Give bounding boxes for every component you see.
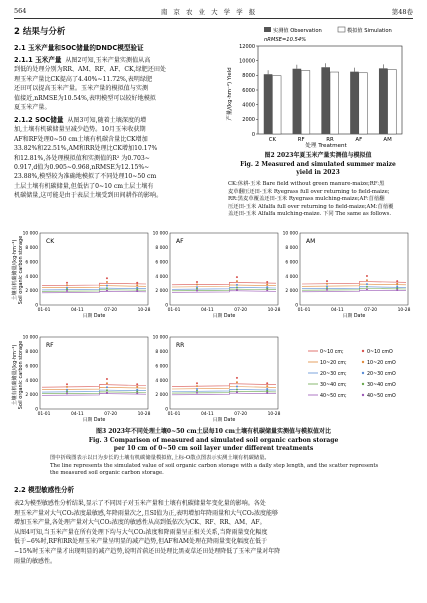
y-tick-label: 6 000: [155, 364, 168, 370]
note-line: 麦草翻压还田-玉米 Ryegrass full over returning to field-maize;: [228, 188, 390, 195]
note-line: RR:黑麦草覆盖还田-玉米 Ryegrass mulching-maize;AF:苜蓿翻: [228, 196, 385, 203]
figure-2-chart: [222, 22, 414, 150]
observed-point: [66, 391, 68, 393]
text-line: 从图3可知,随着土壤深度的增: [67, 117, 147, 124]
text-line: 从图2可知,玉米产量实测值从高: [65, 57, 151, 64]
x-tick-label: 10-28: [137, 308, 151, 313]
panel-AF: [153, 231, 281, 319]
observed-point: [196, 290, 198, 292]
legend-marker: [362, 394, 364, 396]
fig3-y-label-en: Soil organic carbon storage: [18, 235, 24, 305]
observed-point: [66, 392, 68, 394]
panel-frame: [40, 233, 148, 305]
x-axis-label: 日期 Date: [82, 418, 106, 423]
observed-point: [396, 280, 398, 282]
figure-3-notes: [50, 455, 410, 478]
legend-label-simulated: 20~30 cm;: [320, 371, 347, 377]
x-tick-label: 01-01: [297, 308, 311, 313]
observed-point: [236, 391, 238, 393]
observed-point: [266, 290, 268, 292]
text-line: 土层土壤有机碳储量,但低估了0~10 cm土层土壤有: [14, 182, 154, 190]
observed-point: [106, 386, 108, 388]
panel-RF: [23, 335, 151, 423]
panel-frame: [300, 233, 408, 305]
x-tick-label: 07-20: [104, 308, 118, 313]
observed-point: [196, 388, 198, 390]
simulated-line: [42, 288, 146, 290]
x-tick-label: 01-01: [37, 308, 51, 313]
legend-label-observed: 30~40 cmO: [367, 382, 396, 388]
x-tick-label: 07-20: [364, 308, 378, 313]
observed-point: [136, 290, 138, 292]
legend-label-observed: 0~10 cmO: [367, 349, 393, 355]
observed-point: [326, 285, 328, 287]
x-axis-label: 日期 Date: [212, 418, 236, 423]
legend-label-observation: 实测值 Observation: [273, 28, 322, 34]
panel-label: RF: [46, 342, 54, 349]
x-tick-label: 07-20: [104, 412, 118, 417]
legend-marker: [362, 361, 364, 363]
caption-cn: 图2 2023年夏玉米产量实测值与模拟值: [264, 152, 372, 159]
bar-simulation: [388, 69, 397, 134]
observed-point: [236, 386, 238, 388]
text-line: 表2为模型敏感性分析结果,显示了不同因子对玉米产量和土壤有机碳储量年变化量的影响。各处: [14, 500, 266, 507]
observed-point: [326, 283, 328, 285]
panel-frame: [170, 233, 278, 305]
bar-simulation: [272, 76, 281, 134]
x-tick-label: RF: [297, 137, 305, 143]
x-tick-label: 10-28: [397, 308, 411, 313]
x-tick-label: 04-11: [330, 308, 344, 313]
y-tick-label: 2 000: [285, 289, 298, 295]
simulated-line: [302, 287, 406, 289]
observed-point: [196, 281, 198, 283]
observed-point: [196, 385, 198, 387]
simulated-line: [172, 282, 276, 284]
journal-title: 南 京 农 业 大 学 学 报: [160, 7, 258, 16]
legend-label-simulated: 40~50 cm;: [320, 393, 347, 399]
text-line: 夏玉米产量。: [14, 104, 51, 112]
y-tick-label: 2 000: [25, 289, 38, 295]
bar-observation: [321, 67, 330, 134]
note-line: CK:休耕-玉米 Bare field without green manure-maize;RF:黑: [228, 181, 385, 187]
x-tick-label: 04-11: [200, 412, 214, 417]
x-tick-label: 07-20: [234, 412, 248, 417]
panel-CK: [23, 231, 151, 319]
observed-point: [136, 386, 138, 388]
figure-2-x-label: 处理 Treatment: [305, 143, 347, 149]
observed-point: [136, 392, 138, 394]
x-tick-label: 07-20: [234, 308, 248, 313]
y-tick-label: 4000: [242, 102, 255, 109]
note-line: 压还田-玉米 Alfalfa full over returning to field-maize;AM:苜蓿覆: [228, 203, 394, 210]
y-tick-label: 8 000: [285, 246, 298, 251]
section-heading-2-1: 2.1 玉米产量和SOC储量的DNDC模型验证: [14, 44, 144, 52]
text-line: 增加玉米产量,各处理产量对大气CO₂浓度的敏感性从高到低依次为CK、RF、RR、AM、AF。: [14, 519, 266, 527]
simulated-line: [42, 283, 146, 285]
observed-point: [236, 377, 238, 379]
text-line: −15%时玉米产量才出现明显的减产趋势,说明首蓿还田处理比黑麦草还田处理降低了玉米产量对年降: [14, 547, 281, 555]
observed-point: [266, 281, 268, 283]
text-line: AF和RF处理0~50 cm土壤有机碳含量比CK增加: [14, 135, 148, 143]
note-line: the measured soil organic carbon storage.: [50, 470, 164, 477]
y-tick-label: 4 000: [285, 274, 298, 280]
observed-point: [266, 390, 268, 392]
x-tick-label: RR: [326, 137, 334, 143]
x-tick-label: AF: [355, 137, 363, 143]
fig3-y-label-en-2: Soil organic carbon storage: [18, 340, 24, 410]
volume-label: 第48卷: [391, 7, 413, 16]
panel-frame: [40, 337, 148, 409]
y-tick-label: 10 000: [22, 231, 38, 237]
y-tick-label: 2 000: [155, 393, 168, 399]
observed-point: [106, 378, 108, 380]
observed-point: [106, 285, 108, 287]
x-tick-label: 10-28: [267, 308, 281, 313]
figure-2-y-label: 产量/(kg·hm⁻²) Yield: [227, 67, 233, 121]
observed-point: [236, 280, 238, 282]
simulated-line: [302, 282, 406, 285]
y-tick-label: 6000: [242, 87, 255, 94]
x-tick-label: 10-28: [267, 412, 281, 417]
observed-point: [66, 284, 68, 286]
legend-label-observed: 40~50 cmO: [367, 393, 396, 399]
x-axis-label: 日期 Date: [212, 314, 236, 319]
simulated-line: [42, 385, 146, 388]
bar-simulation: [359, 73, 368, 134]
panel-frame: [170, 337, 278, 409]
y-tick-label: 0: [295, 303, 298, 309]
figure-3-panels: [10, 225, 418, 425]
x-tick-label: 10-28: [137, 412, 151, 417]
observed-point: [136, 282, 138, 284]
x-tick-label: 01-01: [37, 412, 51, 417]
legend-label-simulation: 模拟值 Simulation: [347, 28, 392, 34]
bar-observation: [293, 69, 302, 134]
x-tick-label: 01-01: [167, 308, 181, 313]
observed-point: [136, 284, 138, 286]
observed-point: [396, 285, 398, 287]
section-heading-2-2: 2.2 模型敏感性分析: [14, 486, 75, 494]
x-tick-label: CK: [268, 137, 277, 143]
y-tick-label: 8 000: [25, 350, 38, 355]
y-tick-label: 4 000: [25, 378, 38, 384]
observed-point: [106, 389, 108, 391]
observed-point: [236, 381, 238, 383]
simulated-line: [42, 291, 146, 293]
bar-simulation: [330, 72, 339, 134]
y-tick-label: 6 000: [155, 260, 168, 266]
legend-marker: [362, 372, 364, 374]
figure-2-legend: [264, 26, 392, 43]
observed-point: [266, 392, 268, 394]
observed-point: [366, 279, 368, 281]
text-line: 加,土壤有机碳储量呈减少趋势。10月玉米收获期: [14, 126, 146, 134]
page-number: 564: [14, 7, 27, 15]
simulated-line: [172, 287, 276, 289]
observed-point: [106, 287, 108, 289]
bar-simulation: [301, 71, 310, 134]
x-tick-label: 04-11: [200, 308, 214, 313]
panel-label: CK: [46, 238, 55, 245]
y-tick-label: 2 000: [155, 289, 168, 295]
caption-en-1: Fig. 3 Comparison of measured and simulated soil organic carbon storage: [88, 436, 339, 444]
figure-2-caption: [222, 152, 414, 178]
observed-point: [366, 275, 368, 277]
observed-point: [396, 289, 398, 291]
section-heading-2: 2 结果与分析: [14, 27, 66, 37]
observed-point: [366, 286, 368, 288]
fig3-y-label-cn: 土壤有机碳储量/(kg·hm⁻²): [12, 239, 18, 301]
y-tick-label: 4 000: [25, 274, 38, 280]
legend-marker: [362, 350, 364, 352]
panel-label: AF: [176, 238, 184, 245]
y-tick-label: 10 000: [152, 231, 168, 237]
legend-label-simulated: 0~10 cm;: [320, 349, 344, 355]
observed-point: [196, 392, 198, 394]
y-tick-label: 2 000: [25, 393, 38, 399]
figure-3-caption: [14, 428, 413, 454]
observed-point: [236, 389, 238, 391]
text-line: 到低的处理分别为RR、AM、RF、AF、CK,绿肥还田处: [14, 66, 167, 74]
text-line: 还田可以提高玉米产量。玉米产量的模拟值与实测: [14, 85, 149, 93]
caption-en-2: yield in 2023: [296, 169, 340, 177]
observed-point: [196, 382, 198, 384]
note-line: 图中折线图表示以日为步长的土壤有机碳储量模拟值,上标-O散点图表示实测土壤有机碳储量。: [50, 455, 270, 461]
note-line: 盖还田-玉米 Alfalfa mulching-maize. 下同 The same as follows.: [228, 211, 392, 218]
y-tick-label: 6 000: [285, 260, 298, 266]
legend-label-observed: 20~30 cmO: [367, 371, 396, 377]
simulated-line: [42, 286, 146, 288]
simulated-line: [172, 389, 276, 391]
observed-point: [366, 288, 368, 290]
observed-point: [266, 388, 268, 390]
observed-point: [266, 382, 268, 384]
text-line: 值接近,nRMSE为10.54%,表明模型可以较好地模拟: [14, 94, 156, 102]
observed-point: [66, 383, 68, 385]
figure-2-notes: [228, 181, 414, 219]
nrmse-label: nRMSE=10.54%: [264, 37, 307, 43]
heading-2-1-2: 2.1.2 SOC储量: [14, 116, 64, 124]
simulated-line: [172, 285, 276, 287]
y-tick-label: 0: [35, 303, 38, 309]
observed-point: [106, 281, 108, 283]
panel-label: RR: [176, 342, 185, 349]
y-tick-label: 10000: [239, 58, 255, 65]
y-tick-label: 8 000: [155, 246, 168, 251]
y-tick-label: 4 000: [155, 274, 168, 280]
observed-point: [66, 290, 68, 292]
simulated-line: [172, 393, 276, 395]
observed-point: [106, 277, 108, 279]
paragraph-yield: [14, 56, 214, 112]
bar-observation: [264, 74, 273, 134]
legend-swatch-simulation: [338, 27, 345, 32]
simulated-line: [42, 387, 146, 389]
caption-cn: 图3 2023年不同处理土壤0~50 cm土层每10 cm土壤有机碳储量实测值与模拟值对比: [95, 428, 332, 435]
paragraph-sensitivity: [14, 499, 414, 566]
observed-point: [366, 283, 368, 285]
observed-point: [396, 283, 398, 285]
panel-label: AM: [306, 238, 316, 245]
text-line: 0.917,d值为0.905~0.968,nRMSE为12.15%~: [14, 164, 150, 172]
observed-point: [236, 276, 238, 278]
simulated-line: [302, 290, 406, 292]
text-line: 理玉米产量比CK提高了4.40%~11.72%,表明绿肥: [14, 75, 153, 83]
panel-RR: [153, 335, 281, 423]
observed-point: [106, 392, 108, 394]
y-tick-label: 10 000: [152, 335, 168, 341]
observed-point: [196, 390, 198, 392]
y-tick-label: 2000: [242, 117, 255, 124]
y-tick-label: 4 000: [155, 378, 168, 384]
heading-2-1-1: 2.1.1 玉米产量: [14, 56, 62, 64]
observed-point: [136, 389, 138, 391]
observed-point: [266, 385, 268, 387]
y-tick-label: 0: [251, 131, 255, 138]
paragraph-soc: [14, 116, 214, 201]
bar-observation: [350, 72, 359, 134]
text-line: 从图4可知,当玉米产量在所有处理下均与大气CO₂浓度和降雨量呈正相关关系,当降雨量变化幅度: [14, 528, 268, 536]
caption-en-1: Fig. 2 Measured and simulated summer maize: [240, 160, 396, 168]
legend-label-simulated: 30~40 cm;: [320, 382, 347, 388]
simulated-line: [42, 390, 146, 392]
legend-swatch-observation: [264, 27, 271, 32]
observed-point: [326, 280, 328, 282]
x-tick-label: AM: [383, 137, 392, 143]
x-tick-label: 04-11: [70, 308, 84, 313]
legend-marker: [362, 383, 364, 385]
observed-point: [236, 289, 238, 291]
text-line: 和12.81%,各处理模拟值和实测值的R² 为0.703~: [14, 154, 150, 162]
text-line: 理玉米产量对大气CO₂浓度最敏感,年降雨量次之,且SI值为正,表明增加年降雨量和大气CO₂浓度能够: [14, 509, 279, 517]
observed-point: [66, 282, 68, 284]
observed-point: [266, 284, 268, 286]
simulated-line: [302, 284, 406, 286]
caption-en-2: per 10 cm of 0~50 cm soil layer under different treatments: [113, 445, 314, 453]
observed-point: [196, 284, 198, 286]
legend-label-observed: 10~20 cmO: [367, 360, 396, 366]
fig3-y-label-cn-2: 土壤有机碳储量/(kg·hm⁻²): [12, 344, 18, 406]
panel-AM: [283, 231, 411, 319]
figure-3-legend: [308, 349, 396, 399]
x-tick-label: 04-11: [70, 412, 84, 417]
simulated-line: [172, 384, 276, 387]
observed-point: [106, 290, 108, 292]
observed-point: [66, 389, 68, 391]
observed-point: [66, 386, 68, 388]
text-line: 33.82%和22.51%,AM和RR处理比CK增加10.17%: [14, 145, 158, 153]
y-tick-label: 8000: [242, 73, 255, 80]
note-line: The line represents the simulated value of soil organic carbon storage with a daily step length, and the scatter represents: [50, 462, 379, 469]
text-line: 机碳储量,这可能是由于表层土壤受到田间耕作的影响。: [14, 192, 163, 200]
text-line: 雨量的敏感性。: [14, 557, 57, 565]
text-line: 低于−6%时,RF和RR处理玉米产量呈明显的减产趋势,但AF和AM处理在降雨量变化幅度在低于: [14, 538, 268, 546]
y-tick-label: 8 000: [155, 350, 168, 355]
observed-point: [136, 383, 138, 385]
observed-point: [106, 382, 108, 384]
y-tick-label: 0: [165, 407, 168, 413]
x-axis-label: 日期 Date: [342, 314, 366, 319]
observed-point: [236, 287, 238, 289]
bar-observation: [379, 68, 388, 134]
running-header: [14, 6, 413, 19]
simulated-line: [172, 387, 276, 390]
y-tick-label: 8 000: [25, 246, 38, 251]
observed-point: [136, 391, 138, 393]
y-tick-label: 0: [35, 407, 38, 413]
legend-label-simulated: 10~20 cm;: [320, 360, 347, 366]
y-tick-label: 6 000: [25, 260, 38, 266]
y-tick-label: 10 000: [282, 231, 298, 237]
observed-point: [236, 284, 238, 286]
x-tick-label: 01-01: [167, 412, 181, 417]
text-line: 23.88%,模型较为准确地模拟了不同处理10~50 cm: [14, 173, 157, 181]
y-tick-label: 6 000: [25, 364, 38, 370]
x-axis-label: 日期 Date: [82, 314, 106, 319]
y-tick-label: 10 000: [22, 335, 38, 341]
y-tick-label: 12000: [239, 43, 255, 50]
observed-point: [326, 289, 328, 291]
y-tick-label: 0: [165, 303, 168, 309]
